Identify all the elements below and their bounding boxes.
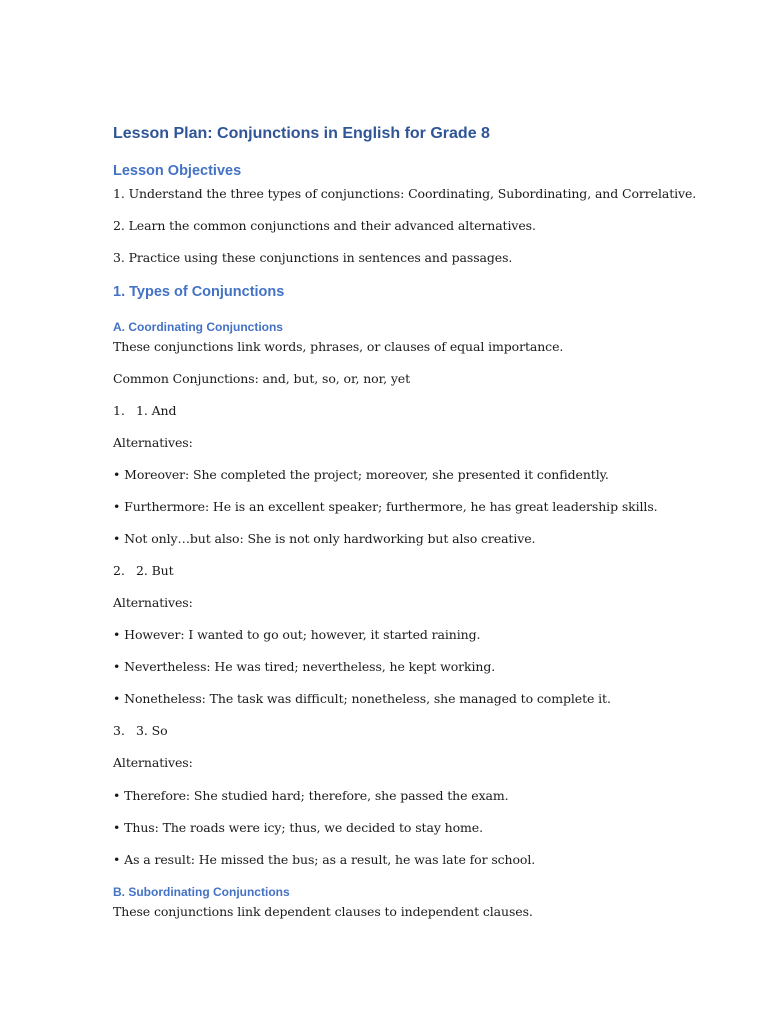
alternative-item: • Nevertheless: He was tired; nevertheless, he kept working.: [113, 659, 496, 674]
alternatives-label: Alternatives:: [113, 435, 193, 450]
list-number: 3.: [113, 723, 125, 738]
list-label: 2. But: [136, 563, 174, 578]
objective-item: 2. Learn the common conjunctions and their advanced alternatives.: [113, 218, 536, 233]
alternative-item: • Nonetheless: The task was difficult; nonetheless, she managed to complete it.: [113, 691, 611, 706]
alternative-item: • Thus: The roads were icy; thus, we decided to stay home.: [113, 820, 483, 835]
alternative-item: • Therefore: She studied hard; therefore, she passed the exam.: [113, 788, 509, 803]
paragraph: These conjunctions link words, phrases, or clauses of equal importance.: [113, 339, 564, 354]
list-item: [113, 723, 168, 738]
section-heading: 1. Types of Conjunctions: [113, 284, 285, 300]
list-label: 1. And: [136, 403, 177, 418]
alternatives-label: Alternatives:: [113, 755, 193, 770]
objective-item: 3. Practice using these conjunctions in sentences and passages.: [113, 250, 513, 265]
list-label: 3. So: [136, 723, 168, 738]
alternatives-label: Alternatives:: [113, 595, 193, 610]
list-number: 2.: [113, 563, 125, 578]
objectives-heading: Lesson Objectives: [113, 163, 242, 179]
objective-item: 1. Understand the three types of conjunctions: Coordinating, Subordinating, and Correlative.: [113, 186, 697, 201]
alternative-item: • As a result: He missed the bus; as a result, he was late for school.: [113, 852, 536, 867]
subsection-heading: A. Coordinating Conjunctions: [113, 320, 283, 334]
document-title: Lesson Plan: Conjunctions in English for Grade 8: [113, 125, 490, 142]
list-item: [113, 563, 174, 578]
alternative-item: • Not only…but also: She is not only hardworking but also creative.: [113, 531, 536, 546]
alternative-item: • Furthermore: He is an excellent speaker; furthermore, he has great leadership skills.: [113, 499, 658, 514]
alternative-item: • Moreover: She completed the project; moreover, she presented it confidently.: [113, 467, 609, 482]
alternative-item: • However: I wanted to go out; however, it started raining.: [113, 627, 481, 642]
list-number: 1.: [113, 403, 125, 418]
paragraph: These conjunctions link dependent clauses to independent clauses.: [113, 904, 533, 919]
paragraph: Common Conjunctions: and, but, so, or, nor, yet: [113, 371, 411, 386]
subsection-heading: B. Subordinating Conjunctions: [113, 885, 290, 899]
list-item: [113, 403, 176, 418]
